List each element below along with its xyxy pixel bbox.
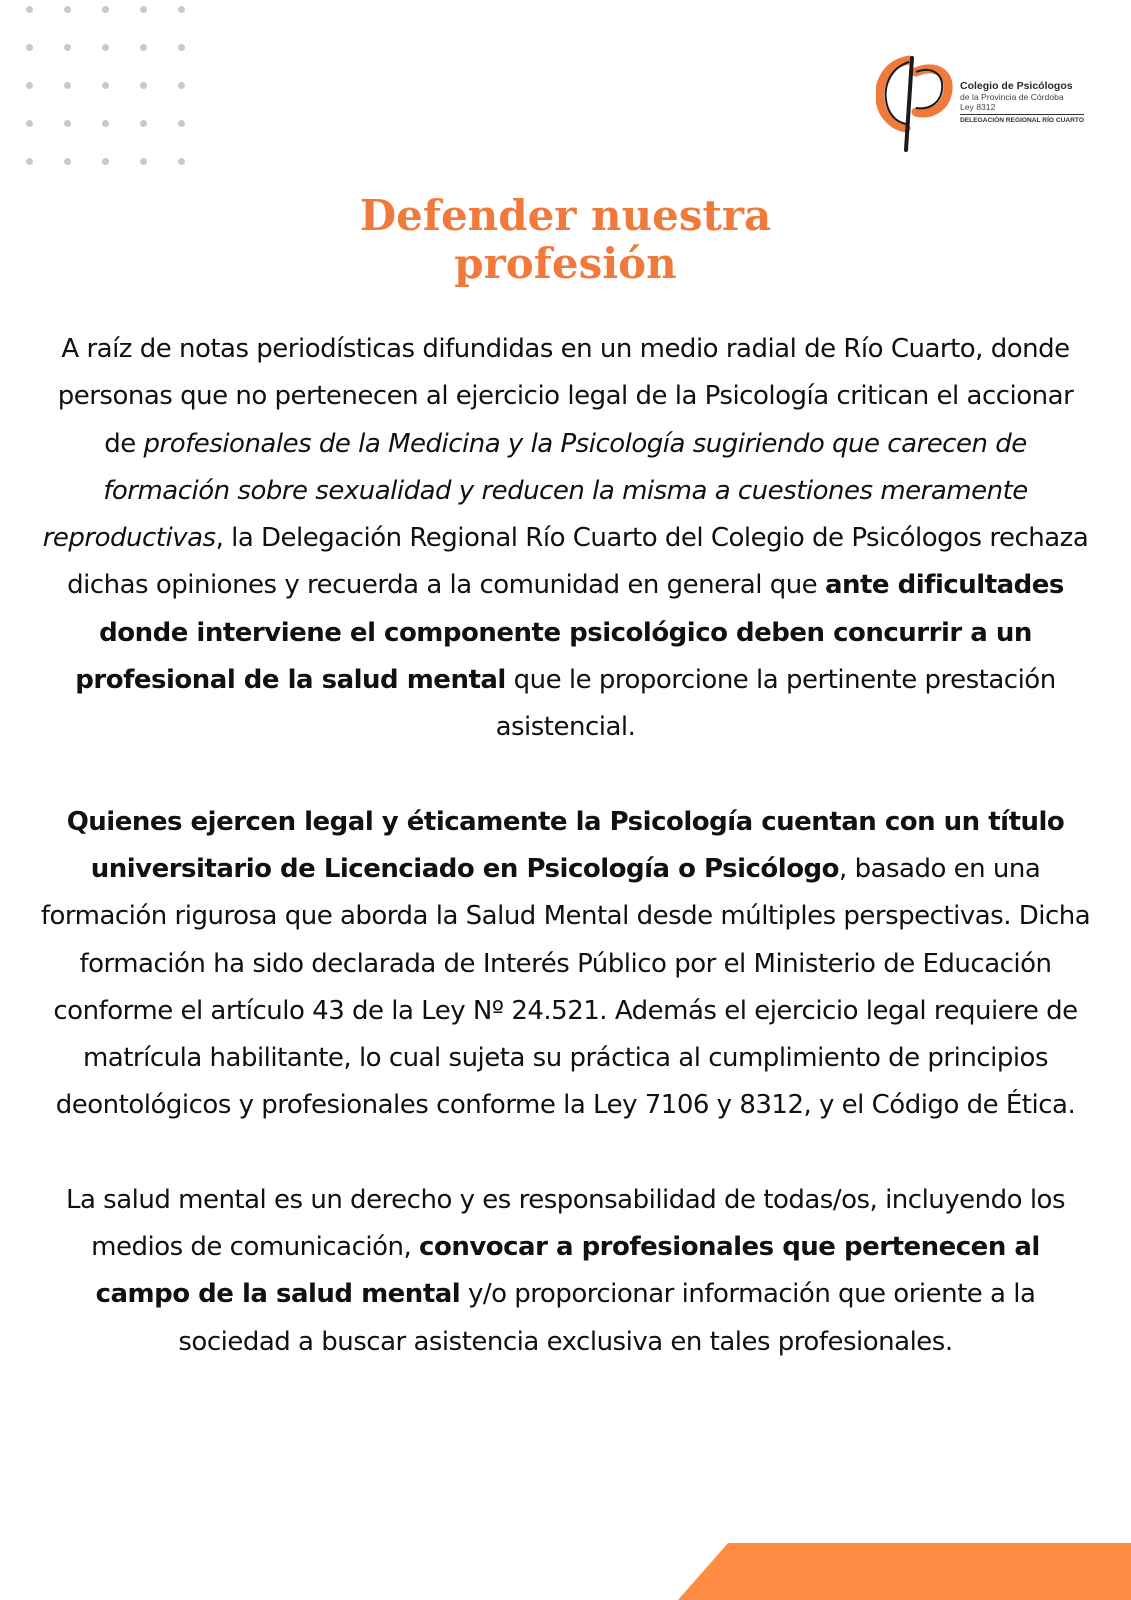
dot: [102, 6, 109, 13]
p1-text-3: que le proporcione la pertinente prestación asistencial.: [495, 665, 1056, 743]
logo-text-block: [960, 80, 1088, 125]
dot: [64, 158, 71, 165]
organization-logo: [872, 50, 1087, 160]
cp-monogram-icon: [876, 50, 956, 154]
paragraph-3: [40, 1177, 1091, 1366]
logo-delegation: DELEGACIÓN REGIONAL RÍO CUARTO: [960, 117, 1084, 124]
p1-text-2: , la Delegación Regional Río Cuarto del Colegio de Psicólogos rechaza dichas opiniones y recuerda a la comunidad en general que: [67, 523, 1089, 601]
dot: [178, 158, 185, 165]
title-line-2: profesión: [454, 239, 677, 289]
dot: [178, 120, 185, 127]
dot: [26, 158, 33, 165]
dot: [140, 44, 147, 51]
dot: [140, 6, 147, 13]
dot: [140, 82, 147, 89]
dot: [102, 44, 109, 51]
p1-bold-text: ante dificultades donde interviene el componente psicológico deben concurrir a un profesional de la salud mental: [75, 570, 1064, 696]
dot: [26, 44, 33, 51]
p1-italic-text: profesionales de la Medicina y la Psicología sugiriendo que carecen de formación sobre sexualidad y reducen la misma a cuestiones meramente reproductivas: [42, 428, 1028, 554]
p1-text-1: A raíz de notas periodísticas difundidas en un medio radial de Río Cuarto, donde personas que no pertenecen al ejercicio legal de la Psicología critican el accionar de: [57, 334, 1074, 459]
dot: [102, 120, 109, 127]
title-line-1: Defender nuestra: [359, 191, 772, 241]
dot: [178, 6, 185, 13]
dot: [140, 120, 147, 127]
dot: [26, 82, 33, 89]
logo-law: Ley 8312: [960, 102, 996, 112]
dot: [102, 82, 109, 89]
dot: [102, 158, 109, 165]
dot: [26, 120, 33, 127]
logo-subtitle: de la Provincia de Córdoba: [960, 92, 1064, 102]
p3-text-1: La salud mental es un derecho y es responsabilidad de todas/os, incluyendo los medios de comunicación,: [65, 1184, 1065, 1263]
statement-body: [40, 326, 1091, 1366]
dot: [64, 82, 71, 89]
p3-bold-text: convocar a profesionales que pertenecen al campo de la salud mental: [95, 1232, 1040, 1310]
dot: [140, 158, 147, 165]
paragraph-2: [40, 799, 1091, 1130]
paragraph-1: [40, 326, 1091, 752]
dot: [64, 120, 71, 127]
p2-bold-text: Quienes ejercen legal y éticamente la Psicología cuentan con un título universitario de Licenciado en Psicología o Psicólogo: [66, 806, 1065, 884]
dot: [64, 44, 71, 51]
page-title: [0, 192, 1131, 288]
dot: [26, 6, 33, 13]
decorative-dot-grid: [26, 6, 186, 166]
dot: [178, 44, 185, 51]
p2-text: , basado en una formación rigurosa que aborda la Salud Mental desde múltiples perspectivas. Dicha formación ha sido declarada de Interés Público por el Ministerio de Educación conforme el artículo 43 de la Ley Nº 24.521. Además el ejercicio legal requiere de matrícula habilitante, lo cual sujeta su práctica al cumplimiento de principios deontológicos y profesionales conforme la Ley 7106 y 8312, y el Código de Ética.: [40, 853, 1091, 1121]
dot: [178, 82, 185, 89]
p3-text-2: y/o proporcionar información que oriente a la sociedad a buscar asistencia exclusiva en tales profesionales.: [178, 1279, 1036, 1357]
logo-name: Colegio de Psicólogos: [960, 80, 1073, 92]
logo-divider: [960, 114, 1084, 115]
dot: [64, 6, 71, 13]
